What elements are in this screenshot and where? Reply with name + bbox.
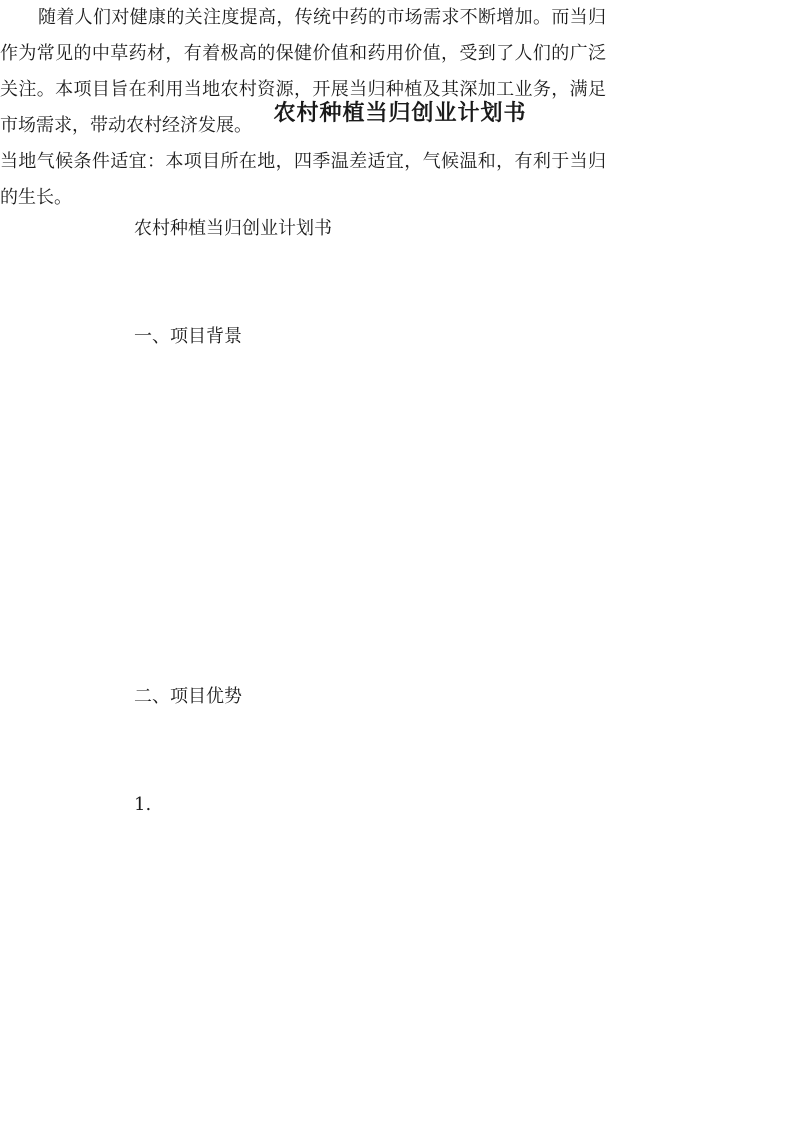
- list-item-number: 1.: [134, 794, 152, 815]
- list-item-text: 当地气候条件适宜：本项目所在地，四季温差适宜，气候温和，有利于当归的生长。: [0, 151, 606, 208]
- document-subtitle: 农村种植当归创业计划书: [134, 218, 332, 239]
- section-heading-background: 一、项目背景: [134, 326, 242, 347]
- section-heading-advantages: 二、项目优势: [134, 686, 242, 707]
- document-title: 农村种植当归创业计划书: [273, 100, 527, 126]
- paragraph-background: 随着人们对健康的关注度提高，传统中药的市场需求不断增加。而当归作为常见的中草药材，有着极高的保健价值和药用价值，受到了人们的广泛关注。本项目旨在利用当地农村资源，开展当归种植及其深加工业务，满足市场需求，带动农村经济发展。: [0, 7, 606, 136]
